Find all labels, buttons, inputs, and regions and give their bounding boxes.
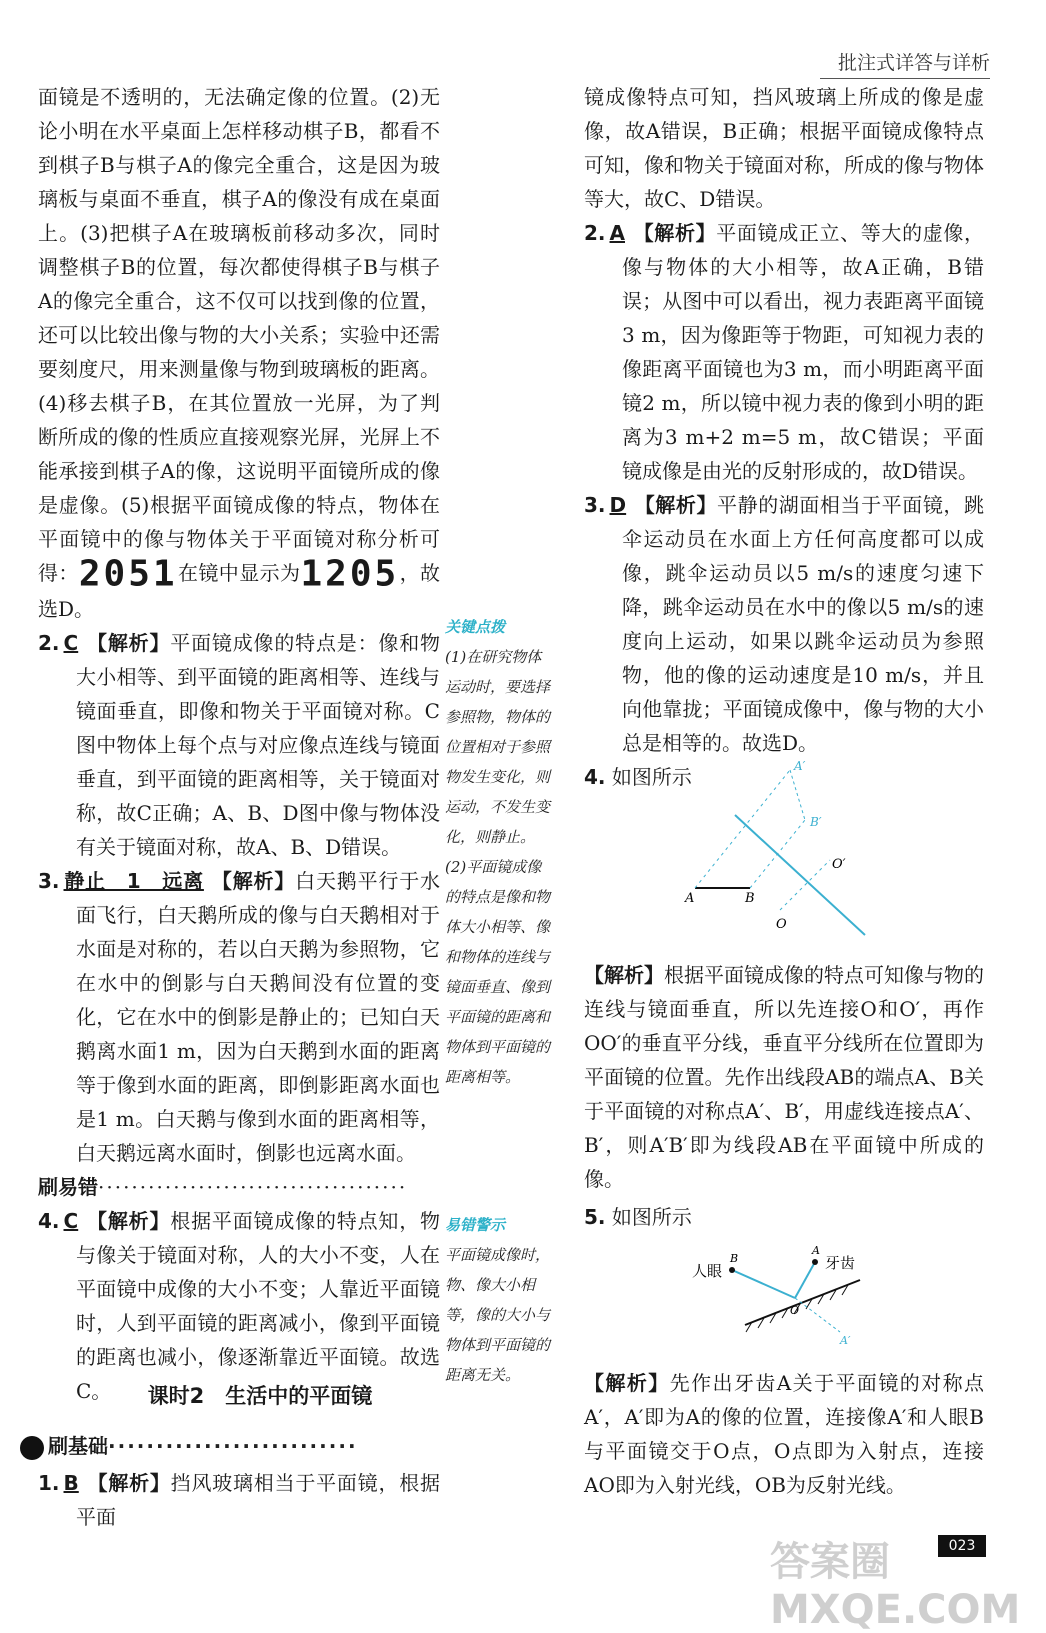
eye-point [729,1267,735,1273]
digit-display-1205: 1205 [300,553,400,595]
dashed-line-oo2 [780,860,830,910]
brush-icon [20,1436,44,1460]
virtual-ray [795,1298,840,1332]
section-basic-heading: 刷基础·························· [20,1430,440,1462]
page-number: 023 [938,1535,986,1557]
answer-3: 静止 1 远离 [63,868,204,893]
dotted-divider: ·························· [108,1434,358,1458]
right-column [584,80,984,794]
answer-2: C [63,630,79,655]
svg-text:B: B [730,1252,739,1265]
question-1b: 1. B 【解析】挡风玻璃相当于平面镜，根据平面 [38,1471,441,1529]
watermark: 答案圈 MXQE.COM [770,1539,1021,1633]
right-question-2: 2. A 【解析】平面镜成正立、等大的虚像，像与物体的大小相等，故A正确，B错误；从图中可以看出，视力表距离平面镜3 m，因为像距等于物距，可知视力表的像距离平面镜也为3 m，而小明距离平面镜2 m，所以镜中视力表的像到小明的距离为3 m+2 m=5 m，故C错误；平面镜成像是由光的反射形成的，故D错误。 [584,221,985,483]
q1b-continuation: 镜成像特点可知，挡风玻璃上所成的像是虚像，故A错误，B正确；根据平面镜成像特点可知，像和物关于镜面对称，所成的像与物体等大，故C、D错误。 [584,85,984,211]
digit-display-2051: 2051 [78,553,178,595]
section-error-heading: 刷易错····································· [38,1174,408,1199]
dashed-line-aa2 [695,770,790,888]
page-header: 批注式详答与详析 [820,48,990,79]
right-answer-2: A [609,221,625,245]
mirror-line [735,815,865,935]
right-question-4: 4. 如图所示 [584,765,692,789]
question-2: 2. C 【解析】平面镜成像的特点是：像和物大小相等、到平面镜的距离相等、连线与镜面垂直，即像和物关于平面镜对称。C图中物体上每个点与对应像点连线与镜面垂直，到平面镜的距离相等，关于镜面对称，故C正确；A、B、D图中像与物体没有关于镜面对称，故A、B、D错误。 [38,630,441,859]
question-3: 3. 静止 1 远离 【解析】白天鹅平行于水面飞行，白天鹅所成的像与白天鹅相对于水面是对称的，若以白天鹅为参照物，它在水中的倒影与白天鹅间没有位置的变化，它在水中的倒影是静止的；已知白天鹅离水面1 m，因为白天鹅到水面的距离等于像到水面的距离，即倒影距离水面也是1 m。白天鹅与像到水面的距离相等，白天鹅远离水面时，倒影也远离水面。 [38,868,441,1165]
svg-text:B: B [745,891,755,906]
svg-text:A: A [685,891,695,906]
svg-text:O: O [776,917,787,932]
svg-text:人眼: 人眼 [692,1262,723,1280]
svg-text:牙齿: 牙齿 [825,1254,856,1272]
lesson-title: 课时2 生活中的平面镜 [147,1384,373,1408]
svg-text:O: O [790,1304,800,1317]
q1-continuation: 面镜是不透明的，无法确定像的位置。(2)无论小明在水平桌面上怎样移动棋子B，都看不到棋子B与棋子A的像完全重合，这是因为玻璃板与桌面不垂直，棋子A的像没有成在桌面上。(3)把棋子A在玻璃板前移动多次，同时调整棋子B的位置，每次都使得棋子B与棋子A的像完全重合，这不仅可以找到像的位置，还可以比较出像与物的大小关系；实验中还需要刻度尺，用来测量像与物到玻璃板的距离。(4)移去棋子B，在其位置放一光屏，为了判断所成的像的性质应直接观察光屏，光屏上不能承接到棋子A的像，这说明平面镜所成的像是虚像。(5)根据平面镜成像的特点，物体在平面镜中的像与物体关于平面镜对称分析可得：2051在镜中显示为1205，故选D。 [38,85,441,621]
tooth-point [812,1259,818,1265]
dotted-divider: ····································· [98,1174,408,1199]
side-note-error-warning: 易错警示 平面镜成像时，物、像大小相等，像的大小与物体到平面镜的距离无关。 [445,1216,551,1384]
svg-text:A′: A′ [840,1334,851,1347]
image-segment-a2b2 [790,770,805,820]
svg-text:A′: A′ [794,760,806,773]
right-q5-explanation: 【解析】先作出牙齿A关于平面镜的对称点A′，A′即为A的像的位置，连接像A′和人眼B与平面镜交于O点，O点即为入射点，连接AO即为入射光线，OB为反射光线。 [584,1371,985,1497]
right-answer-3: D [609,493,627,517]
dashed-line-bb2 [750,820,805,888]
figure-5-tooth-mirror-diagram [690,1240,880,1350]
svg-text:O′: O′ [832,857,846,872]
svg-text:B′: B′ [810,815,822,829]
answer-1b: B [63,1471,79,1495]
answer-4: C [63,1208,79,1233]
right-question-5: 5. 如图所示 [584,1205,692,1229]
left-column [38,80,440,1408]
reflected-ray [732,1270,795,1298]
right-q4-explanation: 【解析】根据平面镜成像的特点可知像与物的连线与镜面垂直，所以先连接O和O′，再作OO′的垂直平分线，垂直平分线所在位置即为平面镜的位置。先作出线段AB的端点A、B关于平面镜的对称点A′、B′，用虚线连接点A′、B′，则A′B′即为线段AB在平面镜中所成的像。 5. 如图所示 [584,958,984,1234]
right-question-3: 3. D 【解析】平静的湖面相当于平面镜，跳伞运动员在水面上方任何高度都可以成像，跳伞运动员以5 m/s的速度匀速下降，跳伞运动员在水中的像以5 m/s的速度向上运动，如果以跳伞运动员为参照物，他的像的运动速度是10 m/s，并且向他靠拢；平面镜成像中，像与物的大小总是相等的。故选D。 [584,493,985,755]
svg-text:A: A [812,1244,820,1257]
incident-ray [795,1262,815,1298]
figure-4-mirror-diagram [680,760,880,940]
side-note-key-points: 关键点拨 (1)在研究物体运动时，要选择参照物，物体的位置相对于参照物发生变化，则运动，不发生变化，则静止。(2)平面镜成像的特点是像和物体大小相等、像和物体的连线与镜面垂直、像到平面镜的距离和物体到平面镜的距离相等。 [445,618,551,1086]
mirror-surface [745,1280,860,1325]
question-4: 4. C 【解析】根据平面镜成像的特点知，物与像关于镜面对称，人的大小不变，人在平面镜中成像的大小不变；人靠近平面镜时，人到平面镜的距离减小，像到平面镜的距离也减小，像逐渐靠近平面镜。故选C。 [38,1208,441,1403]
